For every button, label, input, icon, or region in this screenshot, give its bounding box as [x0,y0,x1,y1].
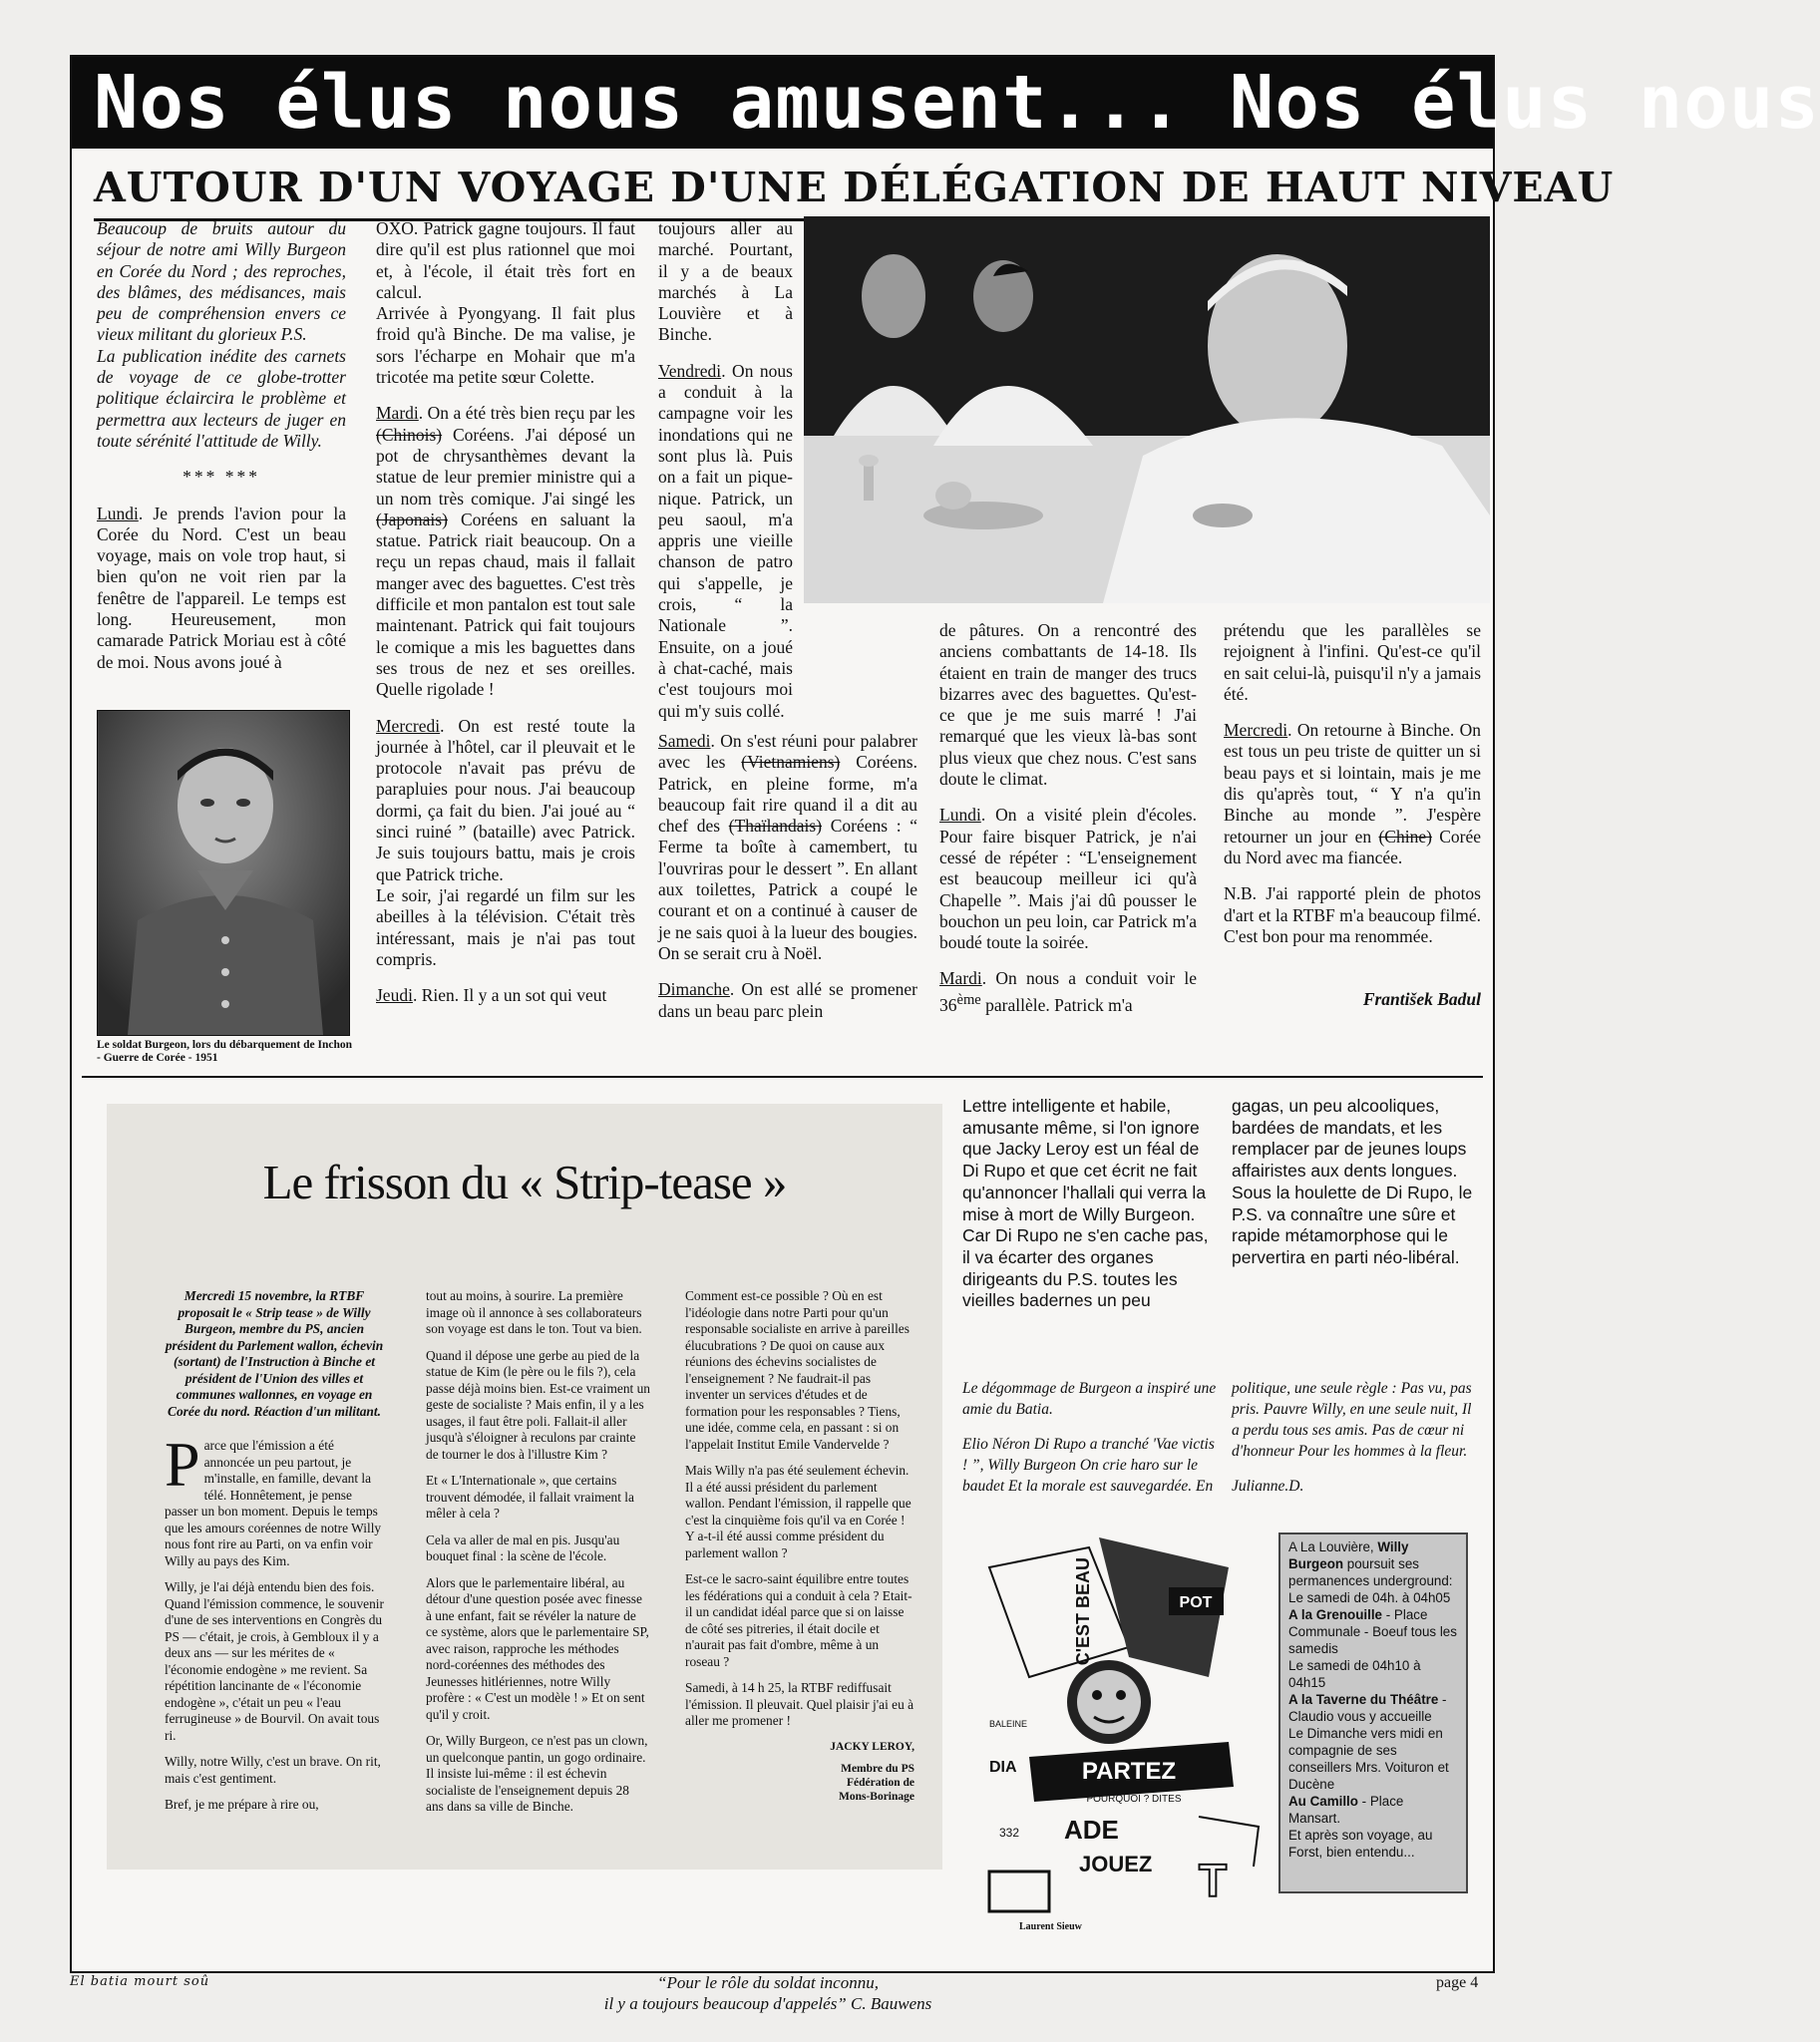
cartoon-word-4: POURQUOI ? DITES [1086,1794,1182,1805]
day-label: Mardi [376,403,419,424]
cartoon-word-2: POT [1179,1594,1213,1611]
newspaper-page [70,55,1820,1973]
entry-tuesday [376,403,635,700]
clipping-paragraph: Samedi, à 14 h 25, la RTBF rediffusait l'émission. Il pleuvait. Quel plaisir j'ai eu à aller me promener ! [685,1680,914,1728]
intro-paragraph-1: Beaucoup de bruits autour du séjour de notre ami Willy Burgeon en Corée du Nord ; des reproches, des blâmes, des médisances, mais peu de compréhension envers ce vieux militant du glorieux P.S. [97,218,346,345]
clipping-paragraph: Quand il dépose une gerbe au pied de la statue de Kim (le père ou le fils ?), cela passe déjà moins bien. Est-ce vraiment un geste de socialiste ? Mais enfin, il y a les usages, il faut être poli. Fallait-il aller jusqu'à s'éloigner à reculons par crainte de tourner le dos à l'illustre Kim ? [426,1347,650,1462]
entry-evening: Le soir, j'ai regardé un film sur les abeilles à la télévision. C'était très intéressant, mais je n'ai pas tout compris. [376,884,635,969]
day-label: Mercredi [376,715,441,736]
info-bold: A la Grenouille [1288,1607,1383,1622]
article-column-5 [1224,620,1481,1025]
info-text: - Claudio vous y accueille [1288,1692,1447,1724]
entry-text: . Je prends l'avion pour la Corée du Nord. C'est un beau voyage, mais on vole trop haut, si bien qu'on ne voit rien par la fenêtre de l'appareil. Le temps est long. Heureusement, mon camarade Patrick Moriau est à côté de moi. Nous avons joué à [97,503,346,672]
entry-oxo: OXO. Patrick gagne toujours. Il faut dire qu'il est plus rationnel que moi et, à l'école, il était très fort en calcul. [376,218,635,302]
cartoon-word-7: DIA [989,1759,1017,1776]
cartoon-word-6: JOUEZ [1079,1852,1153,1876]
entry-arrival: Arrivée à Pyongyang. Il fait plus froid qu'à Binche. De ma valise, je sors l'écharpe en Mohair que m'a tricotée ma petite sœur Colette. [376,303,635,388]
signature-role: Mons-Borinage [838,1790,914,1803]
info-line [1288,1606,1458,1657]
clipping-paragraph: Comment est-ce possible ? Où en est l'idéologie dans notre Parti pour qu'un responsable socialiste en arrive à pareilles élucubrations ? De quoi on cause aux réunions des échevins socialistes de l'enseignement ? Ne faudrait-il pas inventer un services d'études et de formation pour les responsables ? Tiens, une idée, comme cela, en passant : si on l'appelait Institut Emile Vandervelde ? [685,1288,910,1452]
day-label: Vendredi [658,360,722,381]
info-bold: Au Camillo [1288,1794,1358,1809]
struck-word: (Vietnamiens) [741,752,841,773]
info-line [1288,1793,1458,1827]
entry-wednesday [376,716,635,885]
entry-text: Coréens. Patrick, en pleine forme, m'a beaucoup fait rire quand il a dit au chef des [658,752,917,837]
poem-body: Elio Néron Di Rupo a tranché 'Vae victis ! ”, Willy Burgeon On crie haro sur le baudet Et la morale est sauvegardée. En [962,1436,1215,1495]
clipping-signature [685,1740,914,1804]
entry-market: toujours aller au marché. Pourtant, il y a de beaux marchés à La Louvière et à Binche. [658,218,793,345]
commentary-column-1: Lettre intelligente et habile, amusante même, si l'on ignore que Jacky Leroy est un féal de Di Rupo et que cet écrit ne fait qu'annoncer l'hallali qui verra la mise à mort de Willy Burgeon. Car Di Rupo ne s'en cache pas, il va écarter des organes dirigeants du P.S. toutes les vieilles badernes un peu [962,1096,1209,1311]
article-column-1 [97,218,346,688]
footer-masthead: El batia mourt soû [70,1974,210,1989]
info-bold: Willy Burgeon [1288,1539,1409,1571]
separator-stars: *** *** [182,467,260,488]
cartoon-word-10: T [1199,1855,1228,1906]
entry-sunday [658,979,917,1022]
article-signature: František Badul [1362,989,1481,1010]
clipping-paragraph: Bref, je me prépare à rire ou, [165,1797,319,1812]
info-line [1288,1538,1458,1589]
day-label: Samedi [658,731,711,751]
drop-cap: P [165,1429,200,1500]
cartoon-word-8: BALEINE [989,1719,1028,1729]
entry-text: . On s'est réuni pour palabrer avec les [658,731,917,773]
entry-text: . On nous a conduit voir le 36 [939,968,1197,1015]
day-label: Mardi [939,968,982,989]
page-number: page 4 [1436,1974,1479,1991]
entry-text: Coréens en saluant la statue. Patrick riait beaucoup. On a reçu un repas chaud, mais il fallait manger avec des baguettes. C'est très difficile et mon pantalon est tout sale maintenant. Patrick qui fait toujours le comique a mis les baguettes dans ses trous de nez et ses oreilles. Quelle rigolade ! [376,509,635,700]
entry-text: . Rien. Il y a un sot qui veut [412,985,607,1006]
article-column-3a [658,218,793,737]
cartoon-credit: Laurent Sieuw [1019,1921,1082,1932]
footer-quote-line: il y a toujours beaucoup d'appelés” C. Bauwens [603,1994,932,2013]
article-column-4 [939,620,1197,1031]
clipping-paragraph: Mais Willy n'a pas été seulement échevin. Il a été aussi président du parlement wallon. Pendant l'émission, il rappelle que c'est la cinquième fois qu'il va en Corée ! Y a-t-il été aussi comme président du parlement wallon ? [685,1463,911,1560]
entry-saturday [658,731,917,964]
footer-quote-line: “Pour le rôle du soldat inconnu, [657,1973,879,1992]
clipping-text: arce que l'émission a été annoncée un peu partout, je m'installe, en famille, devant la télé. Honnêtement, je pense passer un bon moment. Depuis le temps que les amours coréennes de notre Willy nous font rire au Parti, on va enfin voir Willy au pays des Kim. [165,1438,382,1568]
entry-nb: N.B. J'ai rapporté plein de photos d'art et la RTBF m'a beaucoup filmé. C'est bon pour ma renommée. [1224,883,1481,946]
entry-text: . On nous a conduit à la campagne voir les inondations qui ne sont plus là. Puis on a fait un pique-nique. Patrick, un peu saoul, m'a appris une vieille chanson de patro qui s'appelle, je crois, “ la Nationale ”. Ensuite, on a joué à chat-caché, mais c'est toujours moi qui m'y suis collé. [658,360,793,721]
info-line: Le samedi de 04h10 à 04h15 [1288,1658,1421,1690]
clipping-column-2 [426,1288,650,1826]
day-label: Jeudi [376,985,413,1006]
entry-friday [658,361,793,722]
cartoon-drawing [969,1528,1318,1916]
ordinal-suffix: ème [956,991,981,1008]
cartoon-word-1: C'EST BEAU [1073,1557,1093,1666]
info-bold: A la Taverne du Théâtre [1288,1692,1439,1707]
clipping-paragraph: Or, Willy Burgeon, ce n'est pas un clown, un quelconque pantin, un gogo ordinaire. Il insiste lui-même : il est échevin socialiste de l'enseignement depuis 28 ans dans sa ville de Binche. [426,1733,648,1814]
signature-role: Fédération de [846,1776,914,1789]
struck-word: (Chinois) [376,424,443,445]
info-line: Le Dimanche vers midi en compagnie de ses conseillers Mrs. Voituron et Ducène [1288,1726,1449,1792]
entry-monday [97,504,346,673]
info-line [1288,1691,1458,1725]
info-line: Et après son voyage, au Forst, bien entendu... [1288,1828,1433,1860]
clipping-lead: Mercredi 15 novembre, la RTBF proposait le « Strip tease » de Willy Burgeon, membre du PS, ancien président du Parlement wallon, échevin (sortant) de l'Instruction à Binche et président de l'Union des villes et communes wallonnes, en voyage en Corée du nord. Réaction d'un militant. [165,1288,384,1419]
day-label: Mercredi [1224,720,1288,741]
signature-name: JACKY LEROY, [830,1740,914,1753]
entry-parallels: prétendu que les parallèles se rejoignent à l'infini. Qu'est-ce qu'il en sait celui-là, puisqu'il n'y a jamais été. [1224,620,1481,704]
struck-word: (Japonais) [376,509,448,529]
entry-wednesday-2 [1224,720,1481,868]
entry-text: . On a été très bien reçu par les [418,403,635,424]
poem-body: politique, une seule règle : Pas vu, pas pris. Pauvre Willy, en une seule nuit, Il a perdu tous ses amis. Pas de cœur ni d'honneur Pour les hommes à la fleur. [1232,1380,1472,1460]
newspaper-clipping [107,1104,942,1870]
poem-column-1 [962,1378,1217,1497]
entry-text: . On a visité plein d'écoles. Pour faire bisquer Patrick, je n'ai cessé de répéter : “L'enseignement est beaucoup meilleur ici qu'à Chapelle ”. Mais j'ai dû pousser le bouchon un peu loin, car Patrick m'a boudé toute la soirée. [939,805,1197,953]
clipping-column-3 [685,1288,914,1804]
clipping-paragraph: Willy, je l'ai déjà entendu bien des fois. Quand l'émission commence, le souvenir d'une de ses interventions en Congrès du PS — c'était, je crois, à Gembloux il y a deux ans — sur les mérites de « l'économie endogène » me revient. Sa répétition lancinante de « l'économie endogène », c'était un peu « l'eau ferrugineuse » de Bourvil. On avait tous ri. [165,1579,384,1743]
info-text: - Place Communale - Boeuf tous les samedis [1288,1607,1457,1656]
article-column-2 [376,218,635,1021]
cartoon-word-5: ADE [1064,1815,1119,1845]
clipping-paragraph: Est-ce le sacro-saint équilibre entre toutes les fédérations qui a conduit à cela ? Etait-il un candidat idéal parce que si on laisse de côté ses pitreries, il était docile et n'aurait pas fait d'ombre, même à un roseau ? [685,1571,912,1669]
entry-text: Corée du Nord avec ma fiancée. [1224,826,1481,867]
signature-role: Membre du PS [841,1762,914,1775]
clipping-title: Le frisson du « Strip-tease » [262,1155,787,1209]
entry-text: parallèle. Patrick m'a [980,994,1133,1015]
cartoon-word-3: PARTEZ [1081,1758,1177,1785]
info-line: Le samedi de 04h. à 04h05 [1288,1590,1451,1605]
soldier-photo [97,710,350,1036]
clipping-paragraph: Alors que le parlementaire libéral, au détour d'une question posée avec finesse à une enfant, fait se révéler la nature de ce système, alors que le parlementaire SP, avec raison, rapproche les méthodes nord-coréennes des méthodes des Jeunesses hitlériennes, notre Willy profère : « C'est un modèle ! » Et on sent qu'il y croit. [426,1574,649,1722]
footer-quote [558,1972,977,2014]
banner-title: Nos élus nous amusent... Nos élus nous [72,57,1493,149]
entry-veterans: de pâtures. On a rencontré des anciens combattants de 14-18. Ils étaient en train de manger des trucs bizarres avec des baguettes. Qu'est-ce que je me suis marré ! J'ai remarqué que les vieux là-bas sont plus vieux que chez nous. C'est sans doute le climat. [939,620,1197,790]
clipping-paragraph: Willy, notre Willy, c'est un brave. On rit, mais c'est gentiment. [165,1754,381,1786]
info-text: - Place Mansart. [1288,1794,1404,1826]
cartoon-word-9: 332 [999,1826,1020,1840]
section-divider [82,1076,1483,1078]
struck-word: (Thaïlandais) [728,816,823,837]
entry-text: . On est allé se promener dans un beau parc plein [658,979,917,1021]
entry-tuesday-2 [939,968,1197,1015]
poem-author: Julianne.D. [1232,1478,1304,1495]
article-headline: AUTOUR D'UN VOYAGE D'UNE DÉLÉGATION DE HAUT NIVEAU [94,157,1490,221]
poem-column-2 [1232,1378,1476,1497]
entry-text: Coréens : “ Ferme ta boîte à camembert, tu l'ouvriras pour le dessert ”. En allant aux toilettes, Patrick a coupé le courant et on a continué à causer de je ne sais quoi à la lueur des bougies. On se serait cru à Noël. [658,816,918,963]
entry-text: . On retourne à Binche. On est tous un peu triste de quitter un si beau pays et si lointain, mais je me dis qu'après tout, “ Y n'a qu'in Binche au monde ”. J'espère retourner un jour en [1224,720,1481,847]
struck-word: (Chine) [1378,826,1432,847]
entry-text: Coréens. J'ai déposé un pot de chrysanthèmes devant la statue de leur premier ministre qui a un nom très comique. J'ai singé les [376,424,635,509]
clipping-paragraph: Et « L'Internationale », que certains trouvent démodée, il fallait vraiment la mêler à cela ? [426,1473,634,1521]
clipping-paragraph: Cela va aller de mal en pis. Jusqu'au bouquet final : la scène de l'école. [426,1532,620,1563]
intro-paragraph-2: La publication inédite des carnets de voyage de ce globe-trotter politique éclaircira le problème et permettra aux lecteurs de juger en toute sérénité l'attitude de Willy. [97,345,346,451]
poem-intro: Le dégommage de Burgeon a inspiré une amie du Batia. [962,1380,1217,1418]
permanences-box [1278,1532,1468,1893]
article-column-3b [658,731,917,1037]
day-label: Lundi [939,805,981,826]
info-text: poursuit ses permanences underground: [1288,1556,1453,1588]
day-label: Lundi [97,503,139,523]
clipping-column-1 [165,1288,384,1824]
commentary-column-2: gagas, un peu alcooliques, bardées de mandats, et les remplacer par de jeunes loups affairistes aux dents longues. Sous la houlette de Di Rupo, le P.S. va connaître une sûre et rapide métamorphose qui le pervertira en parti néo-libéral. [1232,1096,1473,1267]
entry-monday-2 [939,805,1197,953]
entry-thursday [376,985,635,1006]
day-label: Dimanche [658,979,730,1000]
soldier-photo-caption: Le soldat Burgeon, lors du débarquement de Inchon - Guerre de Corée - 1951 [97,1039,353,1064]
delegation-dinner-photo [804,216,1490,603]
clipping-paragraph: tout au moins, à sourire. La première image où il annonce à ses collaborateurs son voyage est dans le ton. Tout va bien. [426,1288,642,1336]
clipping-paragraph [165,1429,384,1569]
info-text: A La Louvière, [1288,1539,1378,1554]
entry-text: . On est resté toute la journée à l'hôtel, car il pleuvait et le protocole n'avait pas prévu de parapluies pour nous. J'ai beaucoup dormi, ça fait du bien. J'ai joué au “ sinci ruiné ” (bataille) avec Patrick. Je suis toujours battu, mais je crois que Patrick triche. [376,715,635,884]
